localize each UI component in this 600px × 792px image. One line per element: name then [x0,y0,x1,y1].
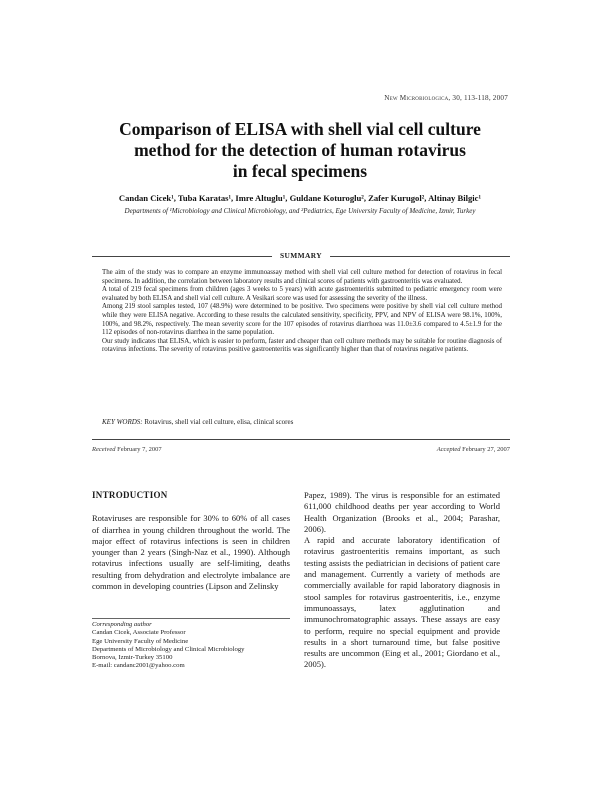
article-title [60,119,540,182]
intro-paragraph: Rotaviruses are responsible for 30% to 60% of all cases of diarrhea in young children throughout the world. The major effect of rotavirus infections is seen in children younger than 2 years (Singh-Naz et al., 1990). Although rotavirus infections usually are self-limiting, deaths resulting from dehydration and electrolyte imbalance are common in developing countries (Lipson and Zelinsky [92,513,290,592]
summary-paragraph: Our study indicates that ELISA, which is easier to perform, faster and cheaper than cell culture methods may be suitable for routine diagnosis of rotavirus infections. The severity of rotavirus positive gastroenteritis was significantly higher than that of rotavirus negative patients. [102,337,502,354]
left-column [92,490,290,592]
citation: , 30, 113-118, 2007 [448,94,508,102]
corr-line: Ege University Faculty of Medicine [92,637,189,645]
corr-email: E-mail: candanc2001@yahoo.com [92,662,185,670]
keywords-label: KEY WORDS: [102,418,143,426]
corr-line: Candan Cicek, Associate Professor [92,629,186,637]
intro-paragraph: Papez, 1989). The virus is responsible for an estimated 611,000 childhood deaths per year according to World Health Organization (Brooks et al., 2004; Parashar, 2006). [304,490,500,534]
summary-paragraph: A total of 219 fecal specimens from children (ages 3 weeks to 5 years) with acute gastroenteritis submitted to pediatric emergency room were evaluated by both ELISA and shell vial cell culture. A Vesikari score was used for assessing the severity of the illness. [102,286,502,302]
accepted-date: Accepted February 27, 2007 [436,446,510,453]
running-head [384,94,508,102]
correspondence [92,618,290,671]
affiliation: Departments of ¹Microbiology and Clinical Microbiology, and ²Pediatrics, Ege University Faculty of Medicine, Izmir, Turkey [124,207,476,215]
corresponding-author-label: Corresponding author [92,621,152,628]
summary-box [92,251,510,440]
keywords [102,418,502,426]
section-heading: INTRODUCTION [92,490,168,500]
title-line: Comparison of ELISA with shell vial cell culture [119,119,481,139]
summary-text [102,269,502,355]
received-date: Received February 7, 2007 [92,446,162,453]
author-list: Candan Cicek¹, Tuba Karatas¹, Imre Altuglu¹, Guldane Koturoglu², Zafer Kurugol², Altinay Bilgic¹ [118,193,482,203]
summary-paragraph: Among 219 stool samples tested, 107 (48.9%) were determined to be positive. Two specimens were positive by shell vial cell culture method while they were ELISA negative. According to these results the calculated sensitivity, specificity, PPV, and NPV of ELISA were 98.1%, 100%, 100%, and 98.2%, respectively. The mean severity score for the 107 episodes of rotavirus diarrhoea was 11.0±3.6 compared to 4.5±1.9 for the 112 episodes of non-rotavirus diarrhea in the same population. [102,303,502,337]
summary-heading: SUMMARY [272,251,330,260]
keywords-value: Rotavirus, shell vial cell culture, elisa, clinical scores [144,418,294,426]
corr-line: Departments of Microbiology and Clinical Microbiology [92,645,245,653]
title-line: in fecal specimens [232,161,368,181]
corr-line: Bornova, Izmir-Turkey 35100 [92,654,173,662]
right-column [304,490,500,671]
summary-paragraph: The aim of the study was to compare an enzyme immunoassay method with shell vial cell culture method for detection of rotavirus in fecal specimens. In addition, the correlation between laboratory results and clinical scores of patients with gastroenteritis was evaluated. [102,269,502,285]
title-line: method for the detection of human rotavirus [134,140,466,160]
intro-paragraph: A rapid and accurate laboratory identification of rotavirus gastroenteritis remains important, as such testing assists the pediatrician in decisions of patient care and management. Currently a variety of methods are commercially available for rapid laboratory diagnosis in stool samples for rotavirus gastroenteritis, i.e., enzyme immunoassays, latex agglutination and immunochromatographic assays. These assays are easy to perform, require no special equipment and provide results in a short turnaround time, but false positive results are uncommon (Eing et al., 2001; Giordano et al., 2005). [304,535,500,670]
journal-name: New Microbiologica [384,94,449,102]
